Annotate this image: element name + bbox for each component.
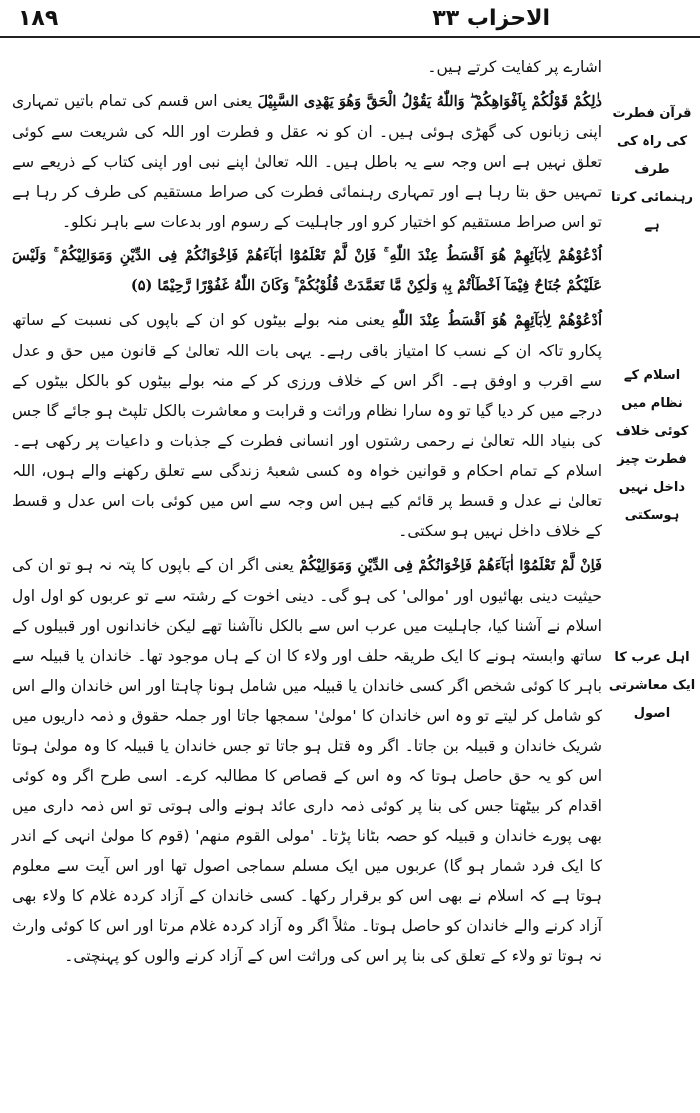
quran-verse-5: اُدْعُوْهُمْ لِاٰبَآئِهِمْ هُوَ اَقْسَطُ عِنْدَ اللّٰهِ ۚ فَاِنْ لَّمْ تَعْلَمُوْٓا اٰبَآءَهُمْ فَاِخْوَانُکُمْ فِی الدِّیْنِ وَمَوَالِیْکُمْ ۚ وَلَیْسَ عَلَیْکُمْ جُنَاحٌ فِیْمَآ اَخْطَاْتُمْ بِهٖ وَلٰکِنْ مَّا تَعَمَّدَتْ قُلُوْبُکُمْ ۚ وَکَانَ اللّٰهُ غَفُوْرًا رَّحِیْمًا (۵)	[12, 247, 602, 294]
running-head: الاحزاب ۳۳	[432, 6, 550, 31]
commentary: یعنی منہ بولے بیٹوں کو ان کے باپوں کی نسبت کے ساتھ پکارو تاکہ ان کے نسب کا امتیاز باقی رہے۔ یہی بات اللہ تعالیٰ کے قانون میں حق و عدل سے اقرب و اوفق ہے۔ اگر اس کے خلاف ورزی کر کے منہ بولے بیٹوں کو بالکل بیٹوں کے درجے میں کر دیا گیا تو وہ سارا نظام وراثت و قرابت و معاشرت بالکل تلپٹ ہو جائے گا جس کی بنیاد اللہ تعالیٰ نے رحمی رشتوں اور انسانی فطرت کے جذبات و داعیات پر رکھی ہے۔ اسلام کے تمام احکام و قوانین خواہ وہ کسی شعبۂ زندگی سے تعلق رکھنے والے ہوں، اللہ تعالیٰ نے عدل و قسط پر قائم کیے ہیں اس وجہ سے اس میں کوئی بات اس عدل و قسط کے خلاف داخل نہیں ہو سکتی۔	[12, 311, 602, 540]
margin-note-2: اسلام کے نظام میں کوئی خلاف فطرت چیز داخل نہیں ہوسکتی	[615, 368, 689, 523]
paragraph-verse-4	[12, 86, 602, 237]
commentary: یعنی اس قسم کی تمام باتیں تمہاری اپنی زبانوں کی گھڑی ہوئی ہیں۔ ان کو نہ عقل و فطرت اور اللہ کی شریعت سے کوئی تعلق نہیں ہے اس وجہ سے یہ باطل ہیں۔ اللہ تعالیٰ اپنے نبی اور اپنی کتاب کے ذریعے سے تمہیں حق بتا رہا ہے اور تمہاری رہنمائی فطرت کی صراط مستقیم کی طرف کر رہا ہے تو اس صراط مستقیم کو اختیار کرو اور جاہلیت کے رسوم اور بدعات سے باہر نکلو۔	[12, 92, 602, 231]
paragraph-verse-5a	[12, 305, 602, 546]
page-number: ۱۸۹	[18, 6, 59, 31]
paragraph-verse-5b	[12, 550, 602, 971]
quran-verse: فَاِنْ لَّمْ تَعْلَمُوْٓا اٰبَآءَهُمْ فَاِخْوَانُکُمْ فِی الدِّیْنِ وَمَوَالِیْکُمْ	[299, 557, 602, 574]
quran-verse: اُدْعُوْهُمْ لِاٰبَآئِهِمْ هُوَ اَقْسَطُ عِنْدَ اللّٰهِ	[391, 312, 602, 329]
page-header	[0, 4, 700, 38]
paragraph-intro: اشارے پر کفایت کرتے ہیں۔	[427, 58, 602, 76]
commentary: یعنی اگر ان کے باپوں کا پتہ نہ ہو تو ان کی حیثیت دینی بھائیوں اور 'موالی' کی ہو گی۔ دینی اخوت کے رشتہ سے تو عربوں کو اول اول اسلام نے آشنا کیا، جاہلیت میں عرب اس سے بالکل ناآشنا تھے لیکن خاندانوں اور قبیلوں کے ساتھ وابستہ ہونے کا ایک طریقہ حلف اور ولاء کا ان کے ہاں موجود تھا۔ خاندان یا قبیلہ سے باہر کا کوئی شخص اگر کسی خاندان یا قبیلہ میں شامل ہونا چاہتا اور اس خاندان والے اس کو شامل کر لیتے تو وہ اس خاندان کا 'مولیٰ' سمجھا جاتا اور جملہ حقوق و ذمہ داریوں میں شریک خاندان و قبیلہ بن جاتا۔ اگر وہ قتل ہو جاتا تو جس خاندان یا قبیلہ کا وہ مولیٰ ہوتا اس کو یہ حق حاصل ہوتا کہ وہ اس کے قصاص کا مطالبہ کرے۔ اسی طرح اگر وہ کوئی اقدام کر بیٹھتا جس کی بنا پر کوئی ذمہ داری عائد ہونے والی ہوتی تو اس ذمہ داری میں بھی پورے خاندان و قبیلہ کو حصہ بٹانا پڑتا۔ 'مولی القوم منهم' (قوم کا مولیٰ انہی کے اندر کا ایک فرد شمار ہو گا) عربوں میں ایک مسلم سماجی اصول تھا اور اس آیت سے معلوم ہوتا ہے کہ اسلام نے بھی اس کو برقرار رکھا۔ کسی خاندان کے آزاد کردہ غلام کا ولاء بھی آزاد کرنے والے خاندان کو حاصل ہوتا۔ مثلاً اگر وہ آزاد کردہ غلام مرتا اور اس کا کوئی وارث نہ ہوتا تو ولاء کے تعلق کی بنا پر اس کی وراثت اس کے آزاد کرنے والوں کو پہنچتی۔	[12, 556, 602, 965]
quran-verse: ذٰلِکُمْ قَوْلُکُمْ بِاَفْوَاهِکُمْ ۖ وَاللّٰهُ یَقُوْلُ الْحَقَّ وَهُوَ یَهْدِی السَّبِیْلَ	[257, 93, 602, 110]
margin-note-1: قرآن فطرت کی راہ کی طرف رہنمائی کرتا ہے	[611, 106, 693, 233]
margin-note-3: اہل عرب کا ایک معاشرتی اصول	[608, 650, 696, 721]
main-text	[12, 52, 602, 1103]
